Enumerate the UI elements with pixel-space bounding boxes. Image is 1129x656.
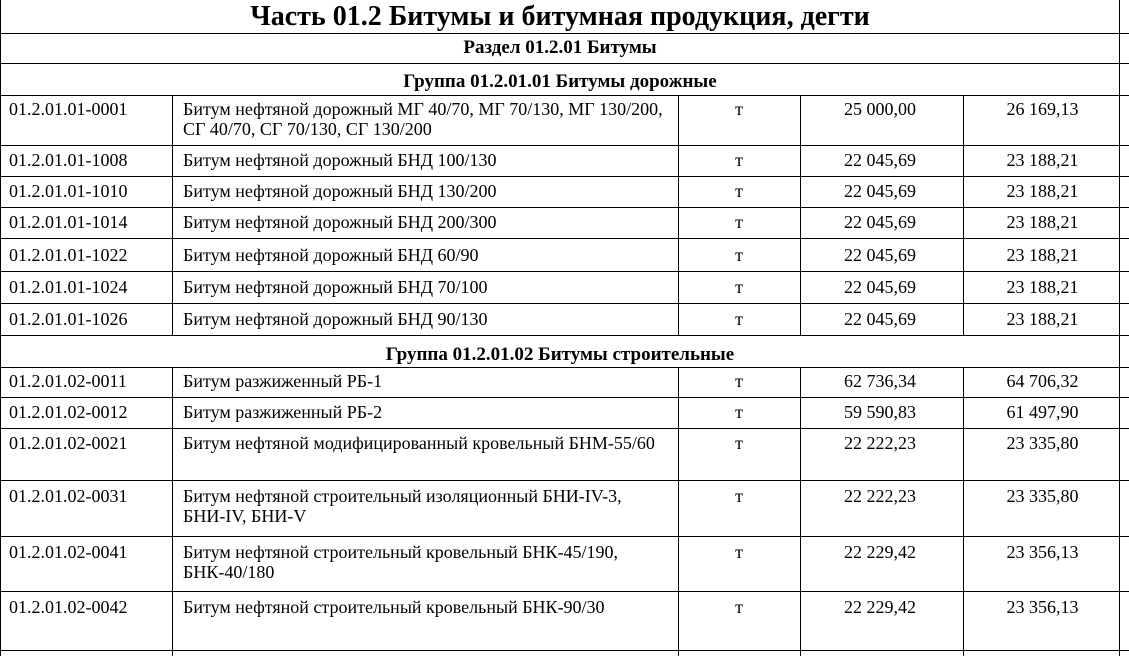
- row-name: Битум нефтяной дорожный БНД 90/130: [183, 309, 488, 329]
- row-unit: т: [735, 309, 743, 329]
- part-title: Часть 01.2 Битумы и битумная продукция, дегти: [250, 1, 870, 32]
- row-name: Битум нефтяной дорожный БНД 60/90: [183, 245, 479, 265]
- row-unit: т: [735, 99, 743, 119]
- row-price-1: 22 229,42: [844, 542, 916, 562]
- row-code: 01.2.01.02-0011: [9, 371, 127, 391]
- row-unit: т: [735, 542, 743, 562]
- row-code: 01.2.01.01-1010: [9, 181, 128, 201]
- divider: [0, 397, 1129, 398]
- divider: [0, 303, 1129, 304]
- row-price-1: 59 590,83: [844, 402, 916, 422]
- row-code: 01.2.01.02-0021: [9, 433, 128, 453]
- row-name: Битум нефтяной дорожный БНД 100/130: [183, 150, 497, 170]
- row-unit: т: [735, 371, 743, 391]
- row-price-2: 23 356,13: [1006, 597, 1079, 617]
- group-title: Группа 01.2.01.01 Битумы дорожные: [403, 71, 717, 92]
- row-price-1: 22 045,69: [844, 212, 916, 232]
- row-price-2: 23 335,80: [1006, 433, 1079, 453]
- row-unit: т: [735, 150, 743, 170]
- row-name: Битум разжиженный РБ-1: [183, 371, 383, 391]
- row-price-2: 23 188,21: [1006, 150, 1079, 170]
- divider: [0, 207, 1129, 208]
- row-code: 01.2.01.01-1022: [9, 245, 128, 265]
- row-code: 01.2.01.02-0031: [9, 486, 128, 506]
- row-price-1: 22 229,42: [844, 597, 916, 617]
- divider: [0, 650, 1129, 651]
- row-name: Битум нефтяной модифицированный кровельный БНМ-55/60: [183, 433, 655, 453]
- divider: [0, 335, 1129, 336]
- row-name: Битум нефтяной дорожный МГ 40/70, МГ 70/130, МГ 130/200, СГ 40/70, СГ 70/130, СГ 130/200: [183, 99, 663, 139]
- row-price-1: 22 045,69: [844, 181, 916, 201]
- section-title: Раздел 01.2.01 Битумы: [463, 37, 657, 58]
- row-name: Битум нефтяной строительный кровельный БНК-45/190, БНК-40/180: [183, 542, 619, 582]
- row-unit: т: [735, 433, 743, 453]
- row-price-2: 64 706,32: [1006, 371, 1079, 391]
- divider: [0, 480, 1129, 481]
- divider: [0, 238, 1129, 239]
- col-sep: [172, 368, 173, 656]
- row-name: Битум нефтяной дорожный БНД 200/300: [183, 212, 497, 232]
- divider: [0, 145, 1129, 146]
- row-price-1: 22 045,69: [844, 277, 916, 297]
- divider: [0, 176, 1129, 177]
- divider: [0, 591, 1129, 592]
- row-price-2: 23 188,21: [1006, 181, 1079, 201]
- row-name: Битум нефтяной дорожный БНД 70/100: [183, 277, 488, 297]
- divider: [0, 536, 1129, 537]
- row-unit: т: [735, 597, 743, 617]
- divider: [0, 33, 1129, 34]
- row-price-1: 22 222,23: [844, 486, 916, 506]
- row-name: Битум нефтяной строительный изоляционный БНИ-IV-3, БНИ-IV, БНИ-V: [183, 486, 622, 526]
- row-price-1: 22 045,69: [844, 309, 916, 329]
- row-price-2: 23 188,21: [1006, 245, 1079, 265]
- row-code: 01.2.01.01-1014: [9, 212, 128, 232]
- divider: [0, 428, 1129, 429]
- col-sep: [678, 96, 679, 336]
- col-sep: [172, 96, 173, 336]
- row-name: Битум разжиженный РБ-2: [183, 402, 383, 422]
- row-name: Битум нефтяной строительный кровельный БНК-90/30: [183, 597, 605, 617]
- row-code: 01.2.01.01-1008: [9, 150, 128, 170]
- row-unit: т: [735, 277, 743, 297]
- row-code: 01.2.01.02-0042: [9, 597, 128, 617]
- row-price-1: 62 736,34: [844, 371, 916, 391]
- row-price-2: 23 335,80: [1006, 486, 1079, 506]
- left-border: [0, 0, 1, 656]
- row-unit: т: [735, 486, 743, 506]
- row-price-1: 22 045,69: [844, 150, 916, 170]
- row-price-1: 22 045,69: [844, 245, 916, 265]
- row-price-2: 61 497,90: [1006, 402, 1079, 422]
- row-code: 01.2.01.01-0001: [9, 99, 128, 119]
- row-unit: т: [735, 245, 743, 265]
- row-code: 01.2.01.02-0012: [9, 402, 128, 422]
- row-unit: т: [735, 402, 743, 422]
- col-sep: [963, 368, 964, 656]
- row-name: Битум нефтяной дорожный БНД 130/200: [183, 181, 497, 201]
- row-code: 01.2.01.01-1026: [9, 309, 128, 329]
- row-price-1: 22 222,23: [844, 433, 916, 453]
- group-title: Группа 01.2.01.02 Битумы строительные: [385, 344, 735, 365]
- row-code: 01.2.01.01-1024: [9, 277, 128, 297]
- divider: [0, 95, 1129, 96]
- row-price-2: 23 188,21: [1006, 309, 1079, 329]
- row-code: 01.2.01.02-0041: [9, 542, 128, 562]
- col-sep: [678, 368, 679, 656]
- col-sep: [963, 96, 964, 336]
- row-price-2: 23 188,21: [1006, 277, 1079, 297]
- row-price-1: 25 000,00: [844, 99, 916, 119]
- row-price-2: 23 356,13: [1006, 542, 1079, 562]
- divider: [0, 367, 1129, 368]
- row-price-2: 26 169,13: [1006, 99, 1079, 119]
- divider: [0, 63, 1129, 64]
- row-unit: т: [735, 181, 743, 201]
- row-unit: т: [735, 212, 743, 232]
- divider: [0, 271, 1129, 272]
- row-price-2: 23 188,21: [1006, 212, 1079, 232]
